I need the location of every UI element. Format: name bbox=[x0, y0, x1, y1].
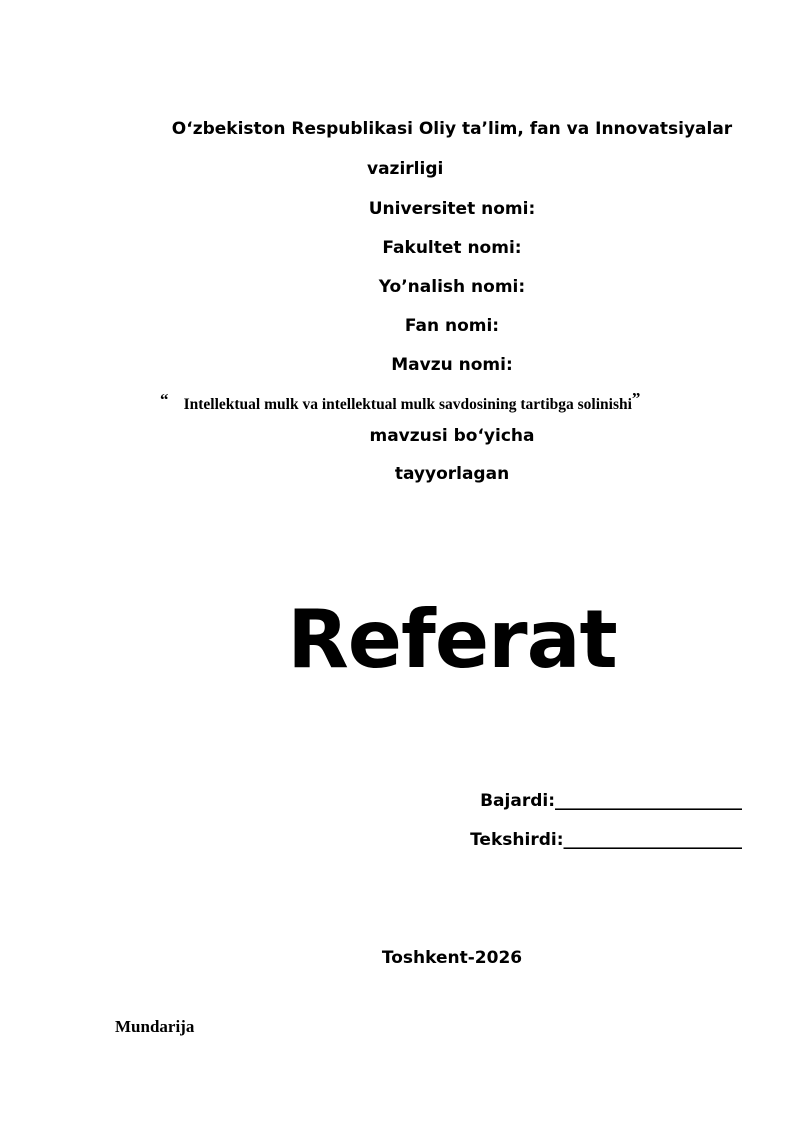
contents-heading: Mundarija bbox=[115, 1017, 195, 1036]
faculty-label: Fakultet nomi: bbox=[382, 238, 522, 258]
checked-by-line: Tekshirdi:_____________________ bbox=[470, 830, 742, 850]
prepared-label: tayyorlagan bbox=[394, 464, 510, 484]
topic-title bbox=[0, 389, 800, 416]
done-by-line: Bajardi:______________________ bbox=[480, 791, 742, 811]
topic-suffix: mavzusi bo‘yicha bbox=[369, 426, 535, 446]
ministry-line-2: vazirligi bbox=[367, 159, 444, 179]
topic-label: Mavzu nomi: bbox=[391, 355, 513, 375]
direction-label: Yo’nalish nomi: bbox=[378, 277, 526, 297]
topic-open-quote: “ bbox=[160, 390, 169, 409]
subject-label: Fan nomi: bbox=[404, 316, 500, 336]
document-title: Referat bbox=[287, 593, 617, 686]
topic-text: Intellektual mulk va intellektual mulk savdosining tartibga solinishi bbox=[183, 396, 632, 413]
city-year: Toshkent-2026 bbox=[381, 948, 523, 968]
topic-close-quote: ” bbox=[631, 389, 641, 408]
university-label: Universitet nomi: bbox=[368, 199, 536, 219]
ministry-line-1: O‘zbekiston Respublikasi Oliy ta’lim, fan va Innovatsiyalar bbox=[171, 119, 733, 139]
